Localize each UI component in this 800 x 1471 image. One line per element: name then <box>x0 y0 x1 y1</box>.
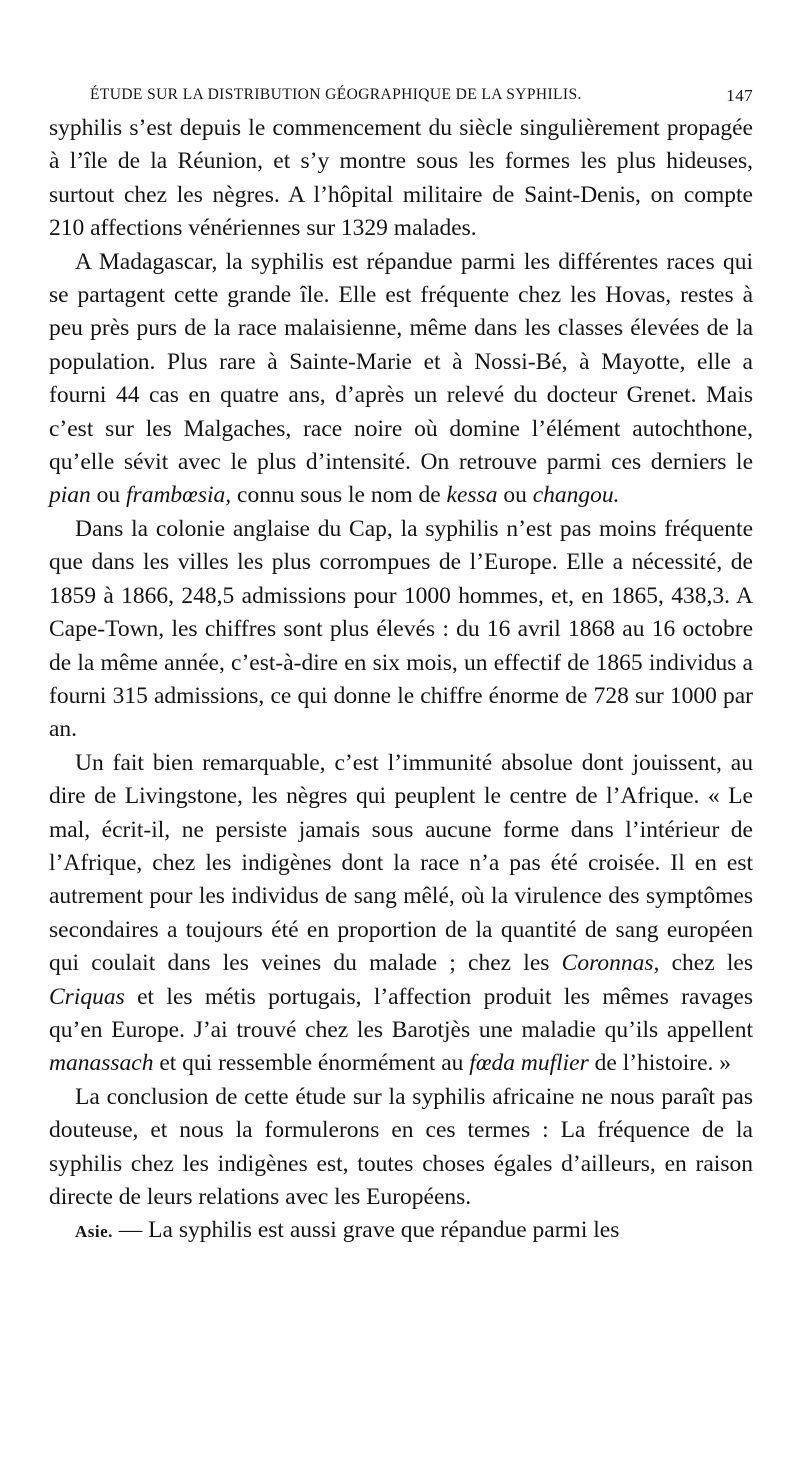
italic-term: pian <box>49 482 91 509</box>
italic-term: fœda muflier <box>469 1050 589 1077</box>
italic-term: kessa <box>446 482 498 509</box>
italic-term: Criquas <box>49 983 125 1010</box>
text-run: Dans la colonie anglaise du Cap, la syphilis n’est pas moins fréquente que dans les villes les plus corrompues de l’Europe. Elle a nécessité, de 1859 à 1866, 248,5 admissions pour 1000 hommes, et, en 1865, 438,3. A Cape-Town, les chiffres sont plus élevés : du 16 avril 1868 au 16 octobre de la même année, c’est-à-dire en six mois, un effectif de 1865 individus a fourni 315 admissions, ce qui donne le chiffre énorme de 728 sur 1000 par an. <box>49 515 753 743</box>
italic-term: frambœsia, <box>126 482 232 509</box>
text-run: de l’histoire. » <box>588 1050 732 1077</box>
paragraph-livingstone <box>49 747 753 1081</box>
text-run: et qui ressemble énormément au <box>153 1050 470 1077</box>
text-run: Un fait bien remarquable, c’est l’immunité absolue dont jouissent, au dire de Livingstone, les nègres qui peuplent le centre de l’Afrique. « Le mal, écrit-il, ne persiste jamais sous aucune forme dans l’intérieur de l’Afrique, chez les indigènes dont la race n’a pas été croisée. Il en est autrement pour les individus de sang mêlé, où la virulence des symptômes secondaires a toujours été en proportion de la quantité de sang européen qui coulait dans les veines du malade ; chez les <box>49 749 753 977</box>
italic-term: changou. <box>532 482 620 509</box>
text-run: connu sous le nom de <box>231 482 447 509</box>
body-text <box>49 112 753 1249</box>
text-run: A Madagascar, la syphilis est répandue parmi les différentes races qui se partagent cette grande île. Elle est fréquente chez les Hovas, restes à peu près purs de la race malaisienne, même dans les classes élevées de la population. Plus rare à Sainte-Marie et à Nossi-Bé, à Mayotte, elle a fourni 44 cas en quatre ans, d’après un relevé du docteur Grenet. Mais c’est sur les Malgaches, race noire où domine l’élément autochthone, qu’elle sévit avec le plus d’intensité. On retrouve parmi ces derniers le <box>49 248 753 476</box>
text-run: et les métis portugais, l’affection produit les mêmes ravages qu’en Europe. J’ai trouvé chez les Barotjès une maladie qu’ils appellent <box>49 983 753 1043</box>
italic-term: Coronnas, <box>561 950 660 977</box>
paragraph-reunion <box>49 112 753 246</box>
running-head <box>90 86 753 108</box>
text-run: La conclusion de cette étude sur la syphilis africaine ne nous paraît pas douteuse, et nous la formulerons en ces termes : La fréquence de la syphilis chez les indigènes est, toutes choses égales d’ailleurs, en raison directe de leurs relations avec les Européens. <box>49 1083 753 1210</box>
text-run: ou <box>497 482 533 509</box>
section-label: Asie. <box>75 1222 113 1242</box>
text-run: ou <box>90 482 127 509</box>
text-run: — La syphilis est aussi grave que répandue parmi les <box>112 1217 620 1244</box>
paragraph-madagascar <box>49 246 753 513</box>
italic-term: manassach <box>49 1050 154 1077</box>
paragraph-conclusion <box>49 1081 753 1215</box>
text-run: chez les <box>659 950 753 977</box>
paragraph-asie <box>49 1214 753 1248</box>
text-run: syphilis s’est depuis le commencement du siècle singulièrement propagée à l’île de la Réunion, et s’y montre sous les formes les plus hideuses, surtout chez les nègres. A l’hôpital militaire de Saint-Denis, on compte 210 affections vénériennes sur 1329 malades. <box>49 115 753 242</box>
page-number: 147 <box>726 86 753 105</box>
running-title: ÉTUDE SUR LA DISTRIBUTION GÉOGRAPHIQUE DE LA SYPHILIS. <box>90 86 582 103</box>
paragraph-cap <box>49 513 753 747</box>
